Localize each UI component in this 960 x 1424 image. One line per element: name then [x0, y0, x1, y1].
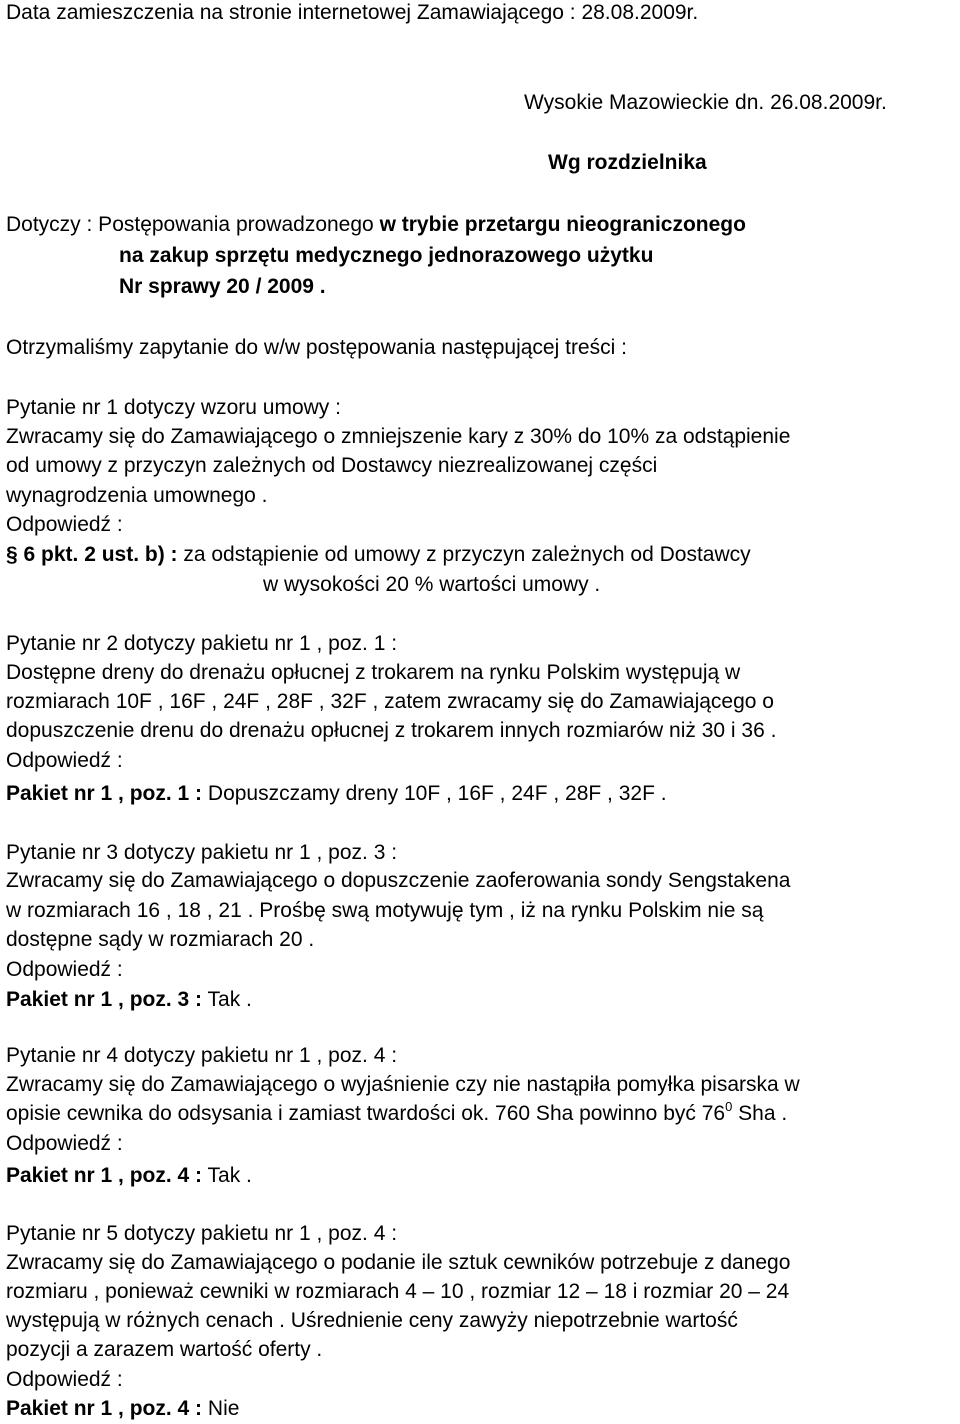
question-3-title: Pytanie nr 3 dotyczy pakietu nr 1 , poz. 3 :: [6, 841, 398, 864]
question-1-title: Pytanie nr 1 dotyczy wzoru umowy :: [6, 396, 341, 419]
answer-label: Odpowiedź :: [6, 1132, 123, 1155]
question-4-line-text-end: Sha .: [732, 1102, 788, 1125]
question-5-line: pozycji a zarazem wartość oferty .: [6, 1338, 323, 1361]
question-5-title: Pytanie nr 5 dotyczy pakietu nr 1 , poz. 4 :: [6, 1222, 398, 1245]
subject-line-1: [6, 210, 746, 240]
answer-1-ref: § 6 pkt. 2 ust. b) :: [6, 543, 178, 566]
answer-1-text: za odstąpienie od umowy z przyczyn zależnych od Dostawcy: [177, 543, 751, 566]
question-1-line: od umowy z przyczyn zależnych od Dostawcy niezrealizowanej części: [6, 454, 658, 477]
answer-5-text: Nie: [202, 1397, 240, 1420]
answer-1: [6, 540, 751, 570]
answer-5-ref: Pakiet nr 1 , poz. 4 :: [6, 1397, 203, 1420]
question-2-line: rozmiarach 10F , 16F , 24F , 28F , 32F , zatem zwracamy się do Zamawiającego o: [6, 690, 774, 713]
question-5-line: Zwracamy się do Zamawiającego o podanie ile sztuk cewników potrzebuje z danego: [6, 1251, 791, 1274]
answer-4: [6, 1161, 252, 1191]
subject-procedure: w trybie przetargu nieograniczonego: [379, 213, 746, 236]
question-4-line: [6, 1099, 787, 1131]
question-3-line: w rozmiarach 16 , 18 , 21 . Prośbę swą motywuję tym , iż na rynku Polskim nie są: [6, 899, 764, 922]
question-1-line: wynagrodzenia umownego .: [6, 484, 268, 507]
question-3-line: Zwracamy się do Zamawiającego o dopuszczenie zaoferowania sondy Sengstakena: [6, 869, 791, 892]
superscript: 0: [725, 1099, 733, 1114]
answer-label: Odpowiedź :: [6, 749, 123, 772]
answer-4-text: Tak .: [202, 1164, 252, 1187]
answer-1-text-cont: w wysokości 20 % wartości umowy .: [263, 573, 601, 596]
question-4-line: Zwracamy się do Zamawiającego o wyjaśnienie czy nie nastąpiła pomyłka pisarska w: [6, 1073, 800, 1096]
question-4-title: Pytanie nr 4 dotyczy pakietu nr 1 , poz. 4 :: [6, 1044, 398, 1067]
publication-date: Data zamieszczenia na stronie internetowej Zamawiającego : 28.08.2009r.: [6, 1, 699, 24]
case-number: Nr sprawy 20 / 2009 .: [119, 275, 326, 298]
question-2-line: Dostępne dreny do drenażu opłucnej z trokarem na rynku Polskim występują w: [6, 661, 741, 684]
question-2-title: Pytanie nr 2 dotyczy pakietu nr 1 , poz. 1 :: [6, 632, 398, 655]
answer-2: [6, 779, 667, 809]
question-5-line: rozmiaru , ponieważ cewniki w rozmiarach 4 – 10 , rozmiar 12 – 18 i rozmiar 20 – 24: [6, 1280, 790, 1303]
answer-label: Odpowiedź :: [6, 958, 123, 981]
answer-label: Odpowiedź :: [6, 1368, 123, 1391]
answer-2-text: Dopuszczamy dreny 10F , 16F , 24F , 28F , 32F .: [202, 782, 667, 805]
subject-line-2: na zakup sprzętu medycznego jednorazowego użytku: [119, 244, 654, 267]
answer-3-text: Tak .: [202, 988, 252, 1011]
place-date: Wysokie Mazowieckie dn. 26.08.2009r.: [524, 91, 887, 114]
answer-4-ref: Pakiet nr 1 , poz. 4 :: [6, 1164, 203, 1187]
answer-5: [6, 1394, 239, 1424]
question-1-line: Zwracamy się do Zamawiającego o zmniejszenie kary z 30% do 10% za odstąpienie: [6, 425, 791, 448]
subject-prefix: Dotyczy : Postępowania prowadzonego: [6, 213, 380, 236]
question-3-line: dostępne sądy w rozmiarach 20 .: [6, 928, 315, 951]
answer-3: [6, 985, 252, 1015]
question-2-line: dopuszczenie drenu do drenażu opłucnej z trokarem innych rozmiarów niż 30 i 36 .: [6, 719, 777, 742]
answer-label: Odpowiedź :: [6, 513, 123, 536]
question-4-line-text: opisie cewnika do odsysania i zamiast twardości ok. 760 Sha powinno być 76: [6, 1102, 726, 1125]
distribution-heading: Wg rozdzielnika: [548, 151, 707, 174]
answer-2-ref: Pakiet nr 1 , poz. 1 :: [6, 782, 203, 805]
answer-3-ref: Pakiet nr 1 , poz. 3 :: [6, 988, 203, 1011]
question-5-line: występują w różnych cenach . Uśrednienie ceny zawyży niepotrzebnie wartość: [6, 1309, 738, 1332]
intro-text: Otrzymaliśmy zapytanie do w/w postępowania następującej treści :: [6, 336, 627, 359]
